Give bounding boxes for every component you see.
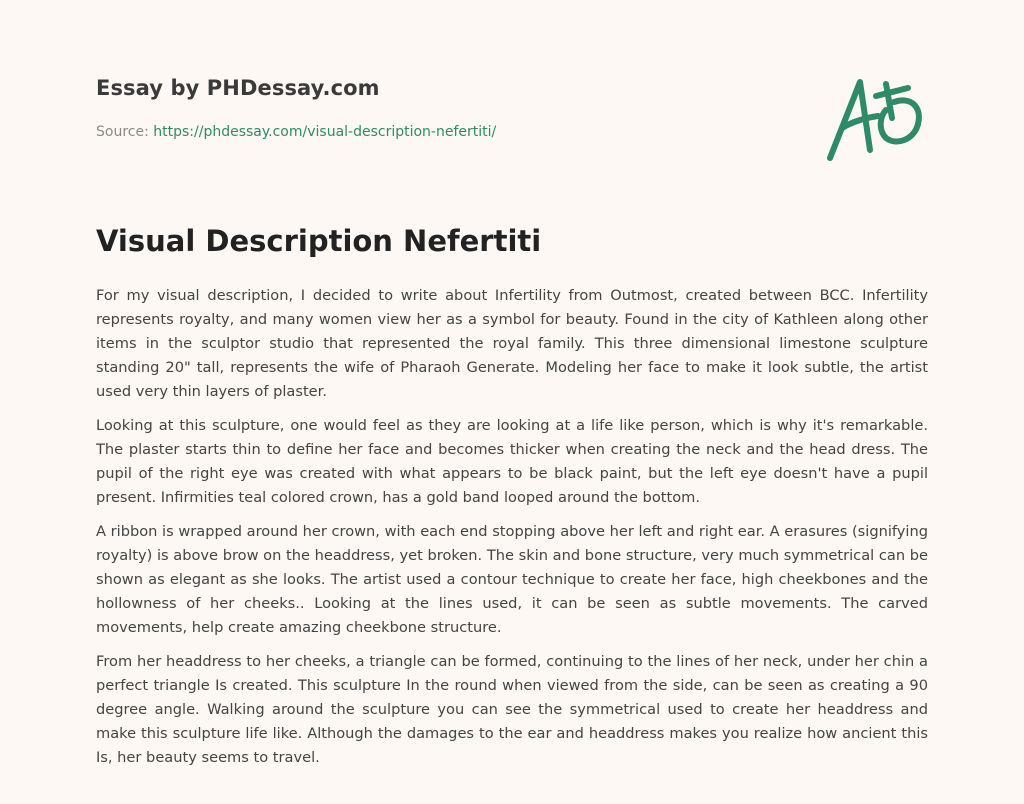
a-plus-logo-icon (820, 66, 930, 166)
essay-paragraph: A ribbon is wrapped around her crown, with each end stopping above her left and right ear. A erasures (signifying royalty) is above brow on the headdress, yet broken. The skin and bone structure, very much symmetrical can be shown as elegant as she looks. The artist used a contour technique to create her face, high cheekbones and the hollowness of her cheeks.. Looking at the lines used, it can be seen as subtle movements. The carved movements, help create amazing cheekbone structure. (96, 523, 928, 636)
essay-paragraph: From her headdress to her cheeks, a triangle can be formed, continuing to the lines of her neck, under her chin a perfect triangle Is created. This sculpture In the round when viewed from the side, can be seen as creating a 90 degree angle. Walking around the sculpture you can see the symmetrical used to create her headdress and make this sculpture life like. Although the damages to the ear and headdress makes you realize how ancient this Is, her beauty seems to travel. (96, 653, 928, 766)
essay-body (96, 284, 928, 780)
source-line (96, 124, 496, 140)
source-label: Source: (96, 124, 149, 140)
site-title: Essay by PHDessay.com (96, 76, 380, 100)
essay-paragraph: Looking at this sculpture, one would feel as they are looking at a life like person, which is why it's remarkable. The plaster starts thin to define her face and becomes thicker when creating the neck and the head dress. The pupil of the right eye was created with what appears to be black paint, but the left eye doesn't have a pupil present. Infirmities teal colored crown, has a gold band looped around the bottom. (96, 417, 928, 506)
essay-title: Visual Description Nefertiti (96, 224, 542, 258)
source-link[interactable]: https://phdessay.com/visual-description-nefertiti/ (153, 124, 497, 140)
essay-paragraph: For my visual description, I decided to write about Infertility from Outmost, created between BCC. Infertility represents royalty, and many women view her as a symbol for beauty. Found in the city of Kathleen along other items in the sculptor studio that represented the royal family. This three dimensional limestone sculpture standing 20" tall, represents the wife of Pharaoh Generate. Modeling her face to make it look subtle, the artist used very thin layers of plaster. (96, 287, 928, 400)
